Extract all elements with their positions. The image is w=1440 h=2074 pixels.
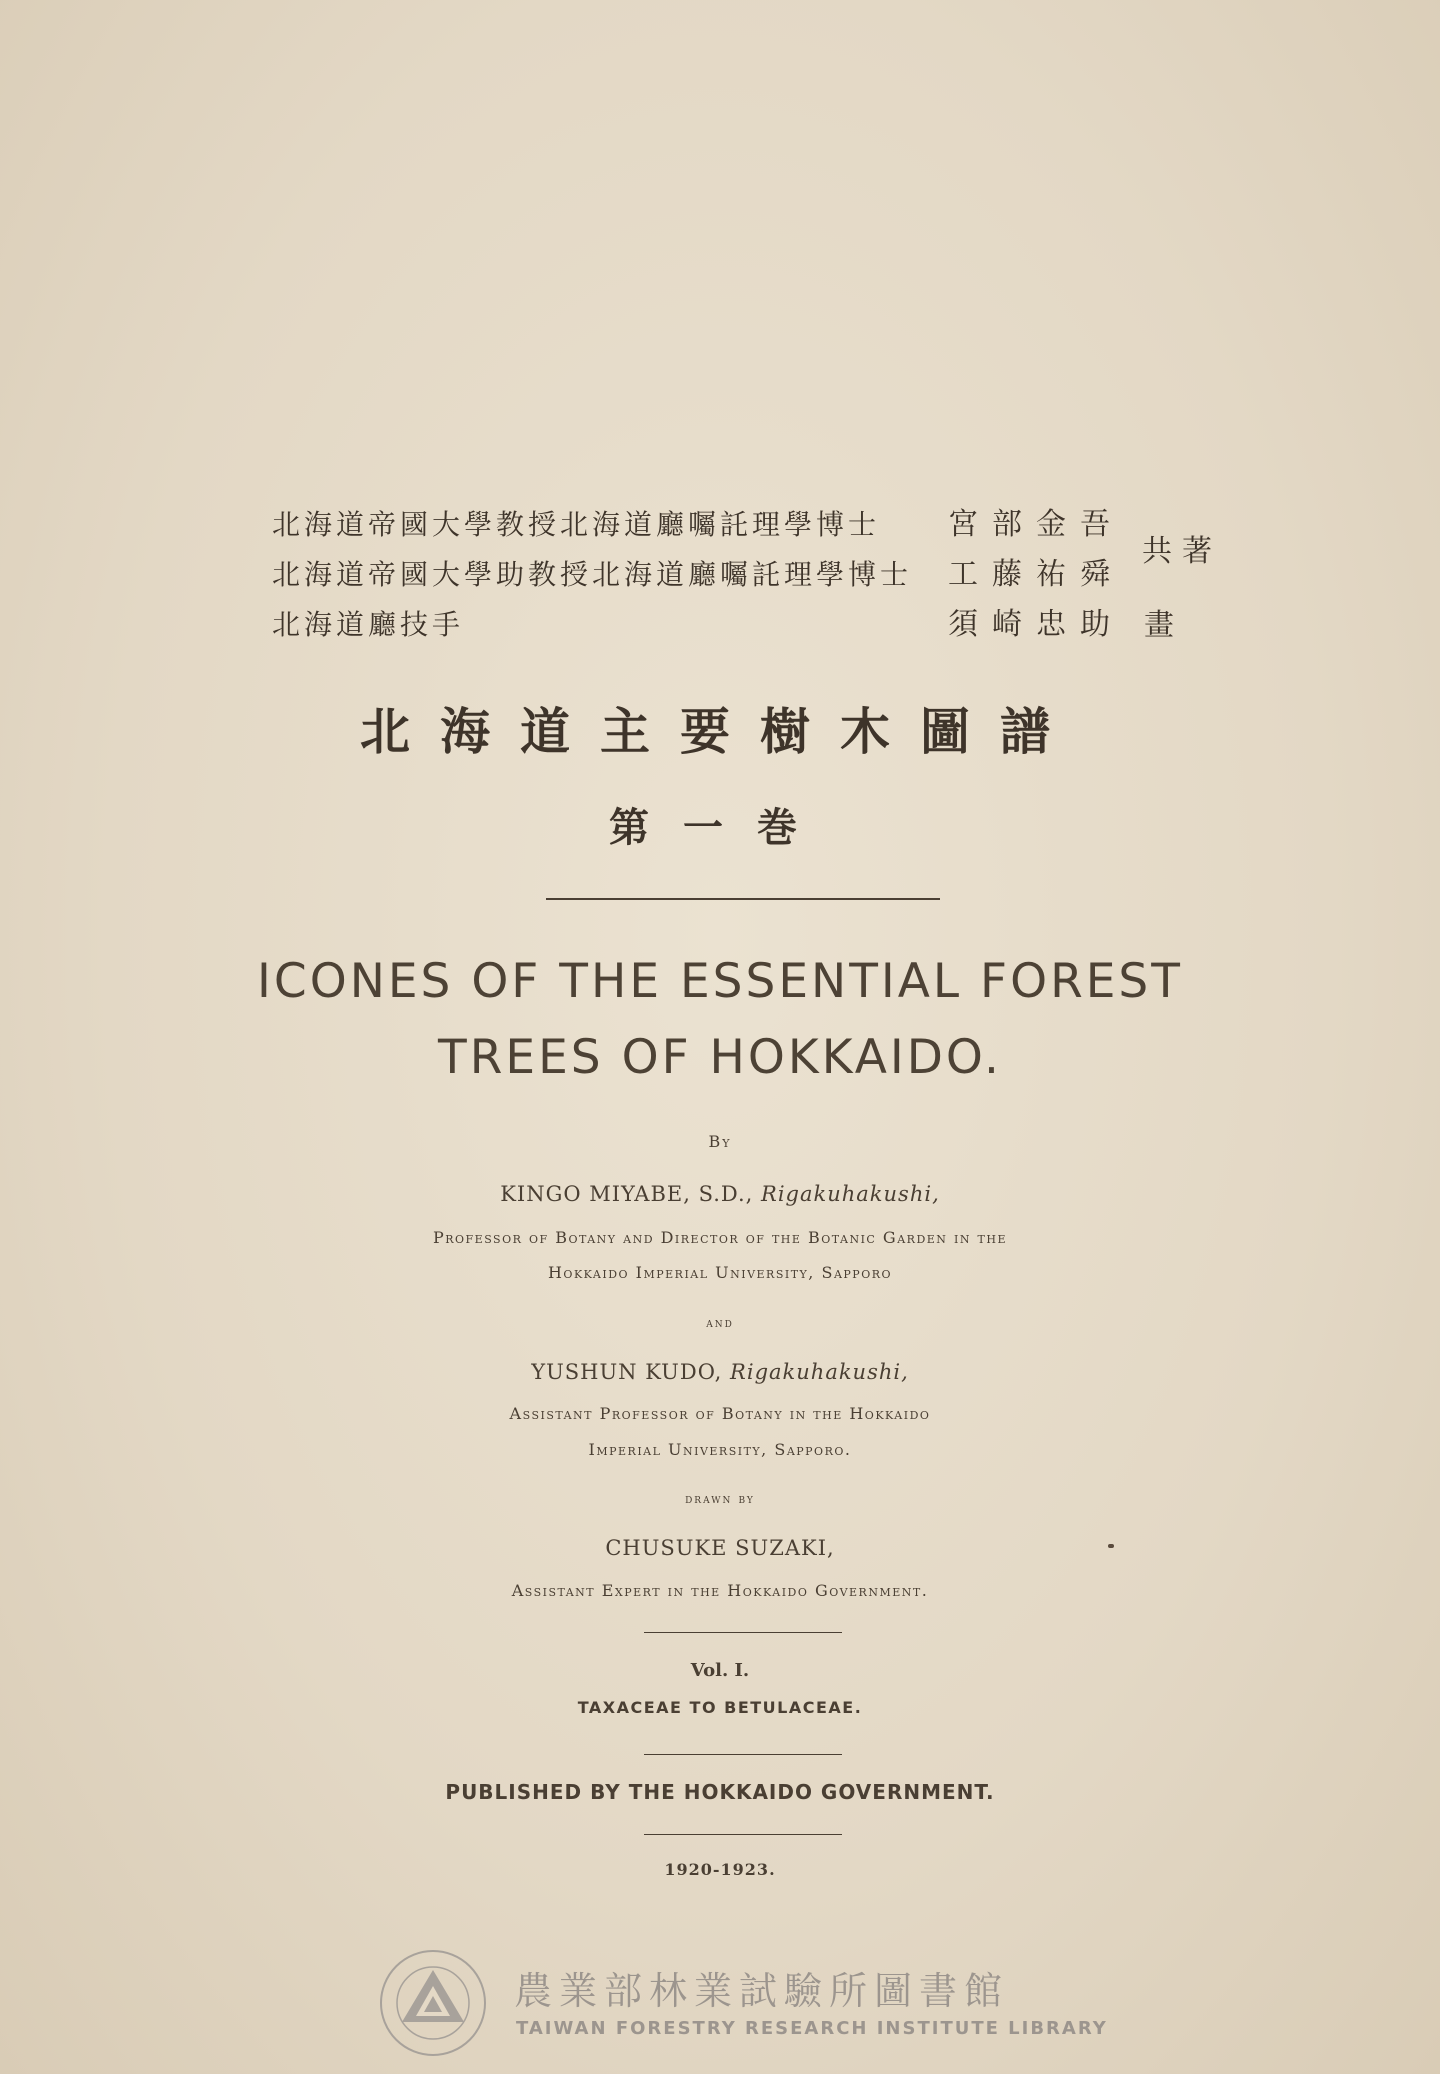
japanese-author-block (272, 500, 1272, 650)
jp-author-name: 宮部金吾 (948, 507, 1124, 542)
publication-years: 1920-1923. (664, 1860, 776, 1879)
jp-author-affiliation: 北海道廳技手 (272, 608, 465, 641)
author1-name: KINGO MIYABE, S.D., (500, 1182, 754, 1206)
author1-affiliation-line: Hokkaido Imperial University, Sapporo (547, 1263, 893, 1282)
jp-coauthors-role: 共著 (1142, 534, 1222, 569)
jp-author-row (272, 550, 1272, 600)
author1-affiliation-line: Professor of Botany and Director of the Botanic Garden in the (432, 1228, 1008, 1247)
jp-author-affiliation: 北海道帝國大學助教授北海道廳囑託理學博士 (272, 558, 913, 591)
jp-author-row (272, 600, 1272, 650)
title-divider (546, 898, 940, 900)
japanese-title: 北海道主要樹木圖譜 (360, 702, 1080, 761)
jp-author-name: 工藤祐舜 (948, 557, 1124, 592)
section-divider (644, 1754, 842, 1755)
jp-author-affiliation: 北海道帝國大學教授北海道廳囑託理學博士 (272, 508, 881, 541)
author1-title: Rigakuhakushi, (761, 1182, 940, 1206)
jp-author-row (272, 500, 1272, 550)
author2-affiliation-line: Assistant Professor of Botany in the Hokkaido (509, 1404, 931, 1423)
library-seal-icon (378, 1948, 488, 2058)
section-divider (644, 1834, 842, 1835)
author2-affiliation-line: Imperial University, Sapporo. (588, 1440, 852, 1459)
paper-speck (1108, 1544, 1114, 1548)
drawn-by-label: drawn by (685, 1492, 755, 1507)
section-divider (644, 1632, 842, 1633)
library-name-english: TAIWAN FORESTRY RESEARCH INSTITUTE LIBRARY (516, 2018, 1108, 2039)
illustrator-affiliation: Assistant Expert in the Hokkaido Government. (511, 1581, 929, 1600)
jp-author-name: 須崎忠助 (948, 607, 1124, 642)
library-name-chinese: 農業部林業試驗所圖書館 (514, 1969, 1010, 2013)
publisher-line: PUBLISHED BY THE HOKKAIDO GOVERNMENT. (445, 1780, 995, 1804)
english-title-line: ICONES OF THE ESSENTIAL FOREST (257, 954, 1183, 1009)
japanese-volume: 第一巻 (609, 804, 831, 851)
families-range: TAXACEAE TO BETULACEAE. (577, 1698, 863, 1717)
jp-drawing-role: 畫 (1144, 608, 1178, 643)
english-title (0, 944, 1440, 1096)
by-label: By (708, 1132, 732, 1151)
and-label: and (706, 1316, 734, 1331)
illustrator-name: CHUSUKE SUZAKI, (605, 1536, 835, 1560)
volume-number: Vol. I. (690, 1660, 750, 1681)
author2-title: Rigakuhakushi, (730, 1360, 909, 1384)
author1-line (0, 1182, 1440, 1206)
author2-line (0, 1360, 1440, 1384)
english-title-line: TREES OF HOKKAIDO. (438, 1030, 1002, 1085)
author2-name: YUSHUN KUDO, (531, 1360, 723, 1384)
